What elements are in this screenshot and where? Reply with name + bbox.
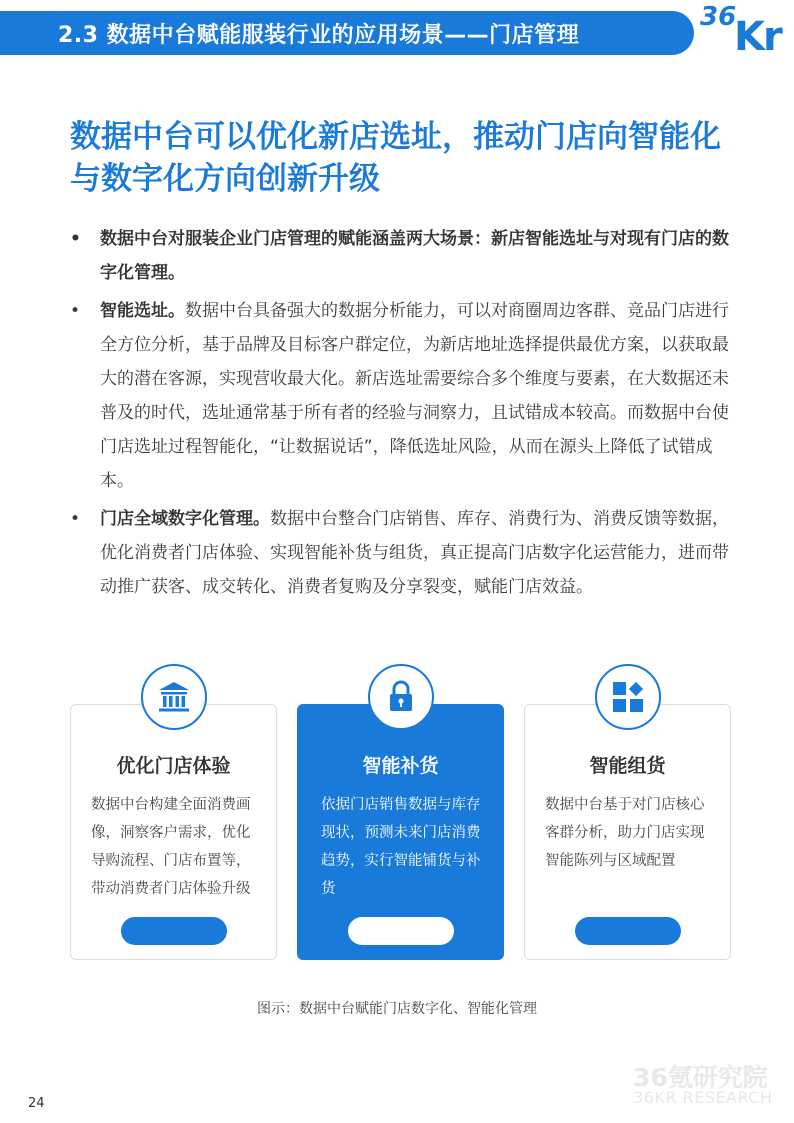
bullet-dot-icon: • [70,301,81,321]
card-title: 智能补货 [362,755,439,777]
page-title: 数据中台可以优化新店选址，推动门店向智能化与数字化方向创新升级 [70,119,721,197]
page-number: 24 [28,1096,45,1111]
bullet-text: 数据中台整合门店销售、库存、消费行为、消费反馈等数据，优化消费者门店体验、实现智能补货与组货，真正提高门店数字化运营能力，进而带动推广获客、成交转化、消费者复购及分享裂变，赋能门店效益。 [100,509,729,597]
card-title: 智能组货 [589,755,666,777]
bullet-text: 数据中台具备强大的数据分析能力，可以对商圈周边客群、竞品门店进行全方位分析，基于品牌及目标客户群定位，为新店地址选择提供最优方案，以获取最大的潜在客源，实现营收最大化。新店选址需要综合多个维度与要素，在大数据还未普及的时代，选址通常基于所有者的经验与洞察力，且试错成本较高。而数据中台使门店选址过程智能化，“让数据说话”，降低选址风险，从而在源头上降低了试错成本。 [100,301,729,491]
card-body: 依据门店销售数据与库存现状，预测未来门店消费趋势，实行智能铺货与补货 [321,797,481,897]
bullet-dot-icon: • [70,229,81,249]
card-smart-replenishment [297,704,504,960]
bullet-bold: 数据中台对服装企业门店管理的赋能涵盖两大场景：新店智能选址与对现有门店的数字化管理。 [100,229,729,283]
card-smart-assortment [524,704,731,960]
watermark-cn: 36氪研究院 [633,1063,768,1092]
card-pill [348,917,454,945]
bank-icon [141,664,207,730]
card-body: 数据中台构建全面消费画像，洞察客户需求，优化导购流程、门店布置等，带动消费者门店体验升级 [91,797,251,897]
bullet-item [70,294,732,498]
bullet-bold: 门店全域数字化管理。 [100,509,270,529]
card-pill [575,917,681,945]
figure-caption: 图示：数据中台赋能门店数字化、智能化管理 [257,1001,537,1017]
card-title: 优化门店体验 [116,755,231,777]
grid-icon [595,664,661,730]
bullet-list [70,222,732,608]
card-body: 数据中台基于对门店核心客群分析，助力门店实现智能陈列与区域配置 [545,797,705,869]
watermark-en: 36KR RESEARCH [633,1088,773,1107]
bullet-dot-icon: • [70,509,81,529]
bullet-bold: 智能选址。 [100,301,185,321]
logo-letters: Kr [734,14,781,60]
bullet-item [70,222,732,290]
header-title: 2.3 数据中台赋能服装行业的应用场景——门店管理 [58,23,580,48]
logo-number: 36 [700,2,737,32]
bullet-item [70,502,732,604]
card-pill [121,917,227,945]
card-store-experience [70,704,277,960]
lock-icon [368,664,434,730]
